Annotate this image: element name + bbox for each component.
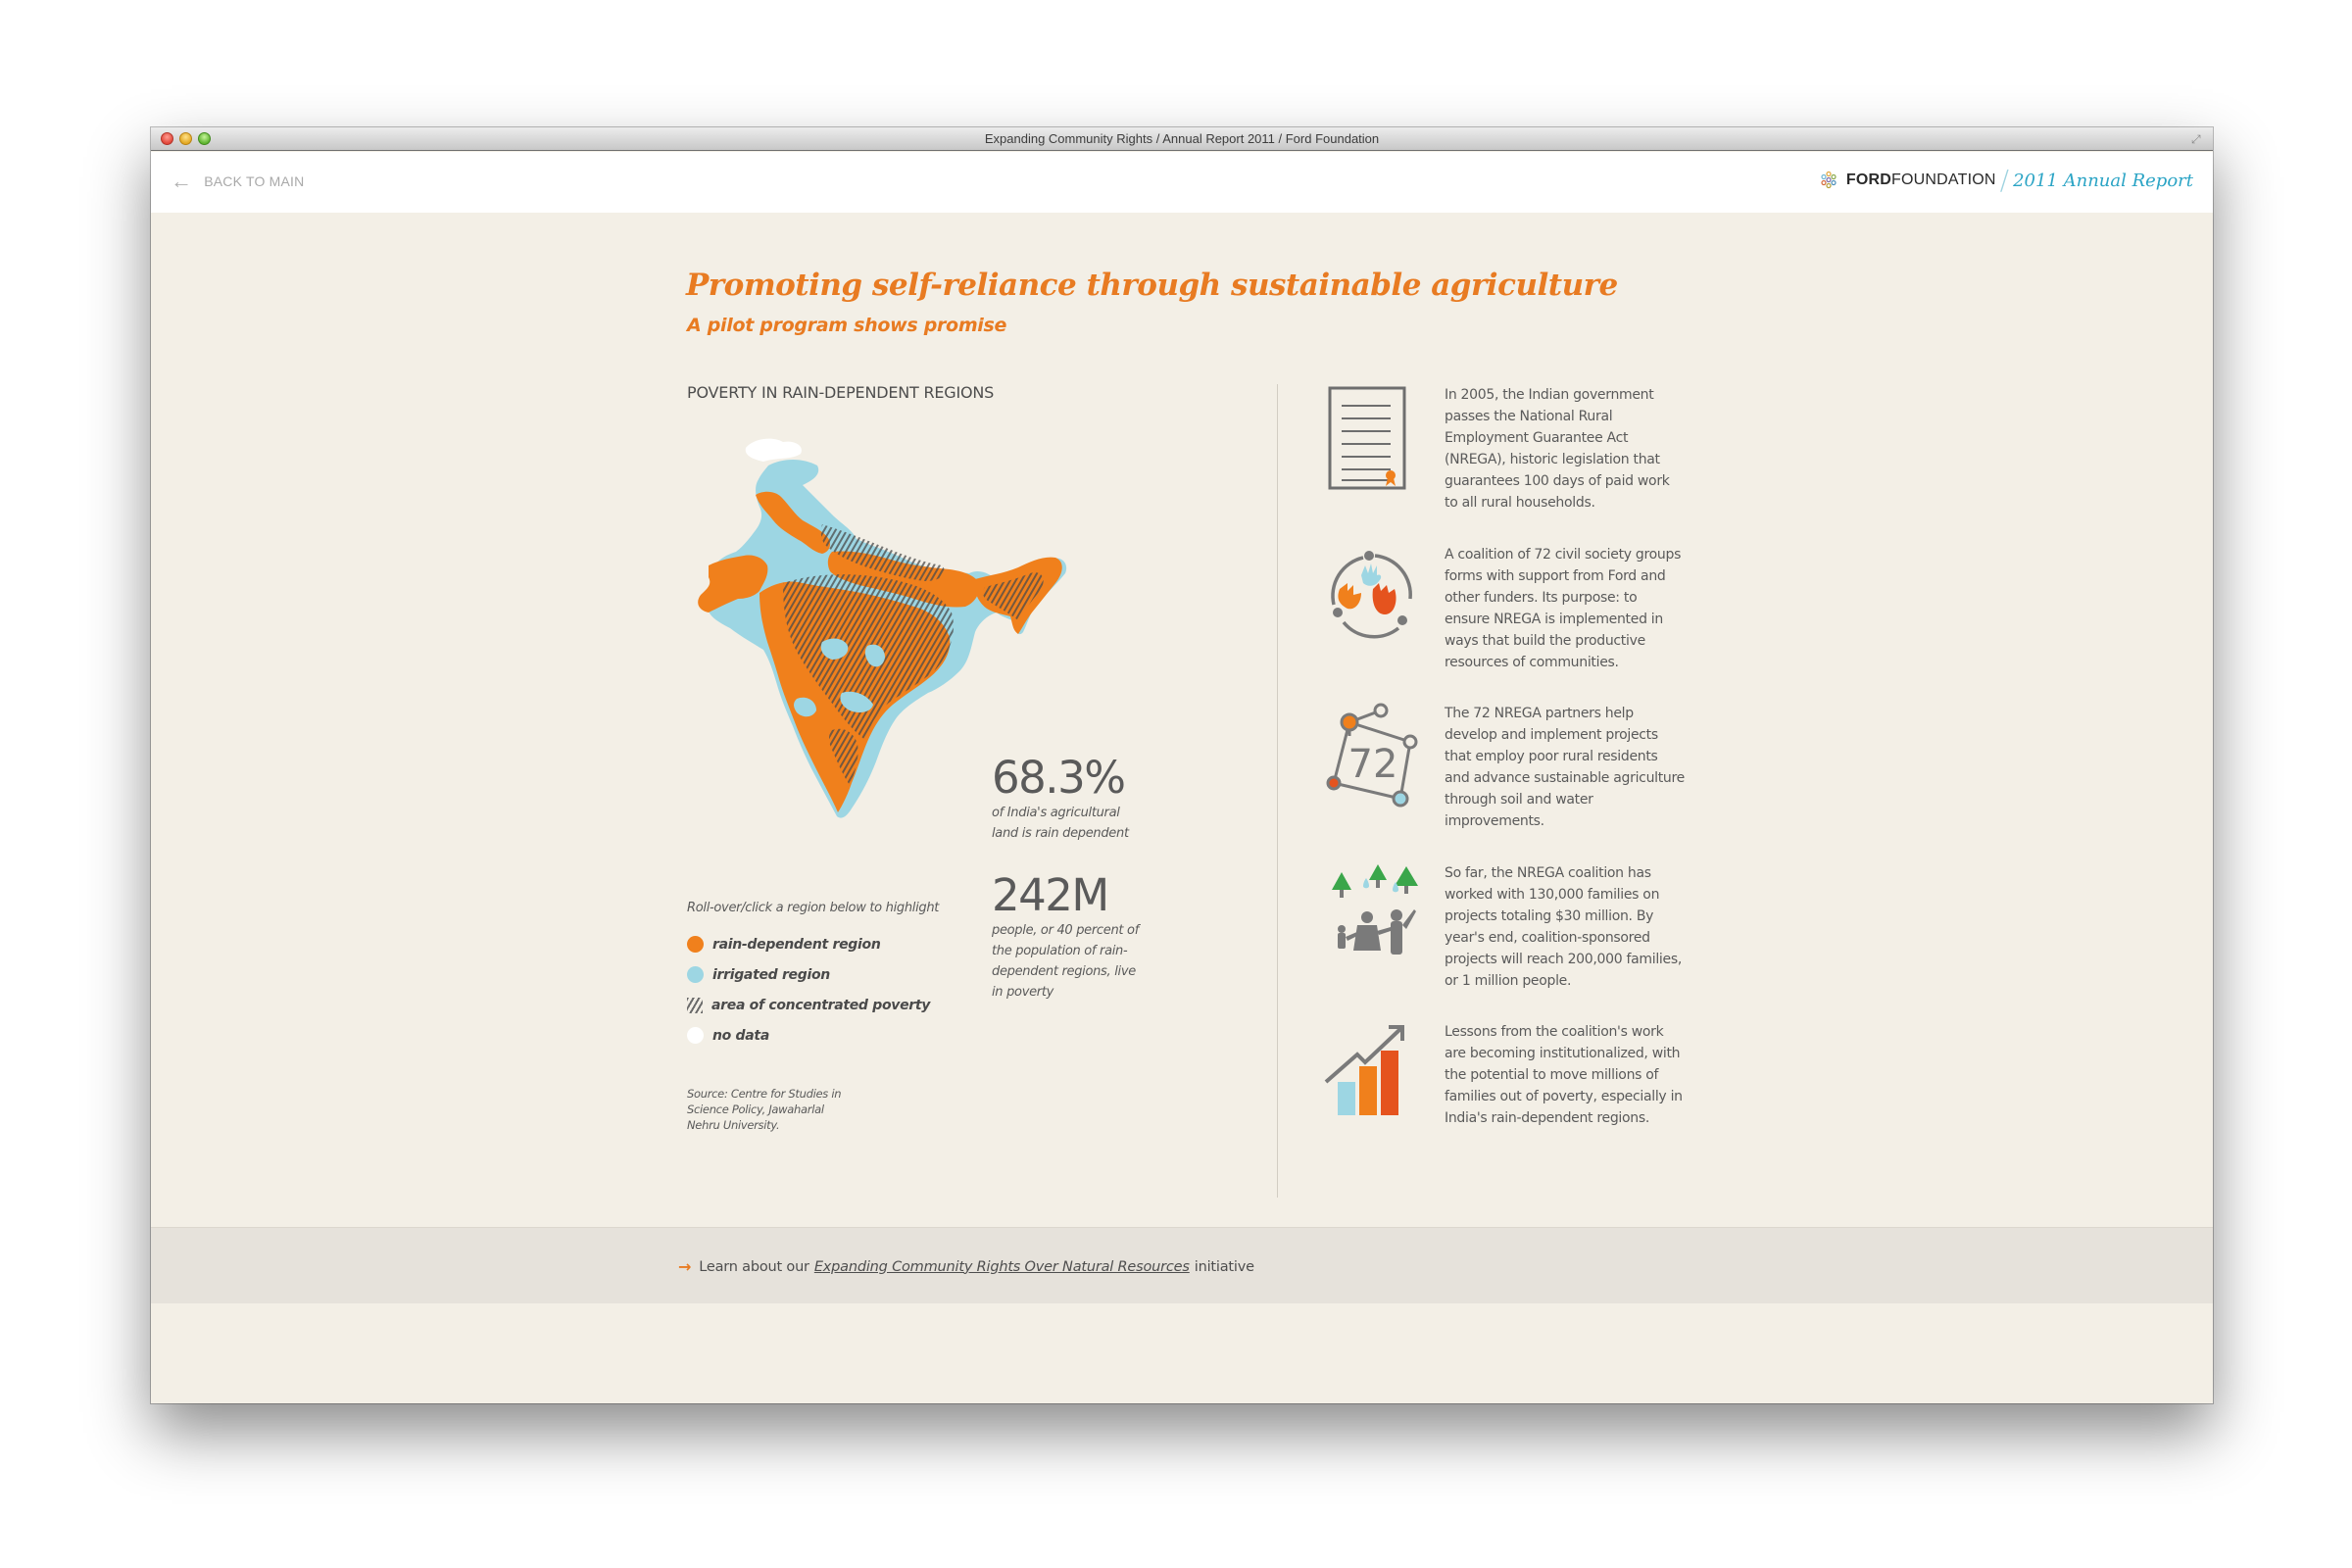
network-72-icon	[1322, 703, 1420, 810]
no-data-region[interactable]	[746, 439, 802, 462]
legend-item-rain-dependent[interactable]	[687, 929, 939, 959]
stat-caption: of India's agricultural land is rain dependent	[992, 806, 1129, 841]
expanding-community-rights-link[interactable]: Expanding Community Rights Over Natural Resources	[813, 1258, 1190, 1275]
brand[interactable]	[1819, 164, 2193, 196]
brand-name: FORDFOUNDATION	[1845, 172, 1996, 188]
legend-label: no data	[712, 1027, 769, 1044]
annual-report-label: 2011 Annual Report	[2013, 170, 2193, 191]
orange-dot-icon	[687, 936, 704, 953]
legend-hint: Roll-over/click a region below to highlight	[687, 901, 940, 915]
hatch-pattern-icon	[687, 998, 703, 1013]
page-subtitle: A pilot program shows promise	[687, 315, 1007, 336]
section-label: POVERTY IN RAIN-DEPENDENT REGIONS	[687, 383, 995, 402]
timeline-text: In 2005, the Indian government passes the National Rural Employment Guarantee Act (NREGA), historic legislation that guarantees 100 days of paid work to all rural households.	[1445, 387, 1670, 511]
timeline-text: A coalition of 72 civil society groups forms with support from Ford and other funders. Its purpose: to ensure NREGA is implemented in ways that build the productive resources of communities.	[1445, 547, 1682, 670]
browser-window	[151, 127, 2213, 1403]
stat-value: 242M	[992, 869, 1108, 921]
arrow-right-icon: →	[678, 1257, 692, 1276]
stat-people-in-poverty	[992, 871, 1149, 1003]
timeline-text: Lessons from the coalition's work are becoming institutionalized, with the potential to move millions of families out of poverty, especially in India's rain-dependent regions.	[1445, 1024, 1683, 1126]
fullscreen-icon[interactable]: ⤢	[2191, 132, 2201, 146]
legend-label: irrigated region	[712, 966, 830, 983]
stat-value: 68.3%	[992, 752, 1125, 804]
footer-prefix: Learn about our	[699, 1258, 809, 1275]
site-header	[151, 152, 2213, 213]
window-title: Expanding Community Rights / Annual Report 2011 / Ford Foundation	[984, 131, 1380, 146]
legend-item-no-data[interactable]	[687, 1020, 939, 1051]
timeline-text: So far, the NREGA coalition has worked with 130,000 families on projects totaling $30 million. By year's end, coalition-sponsored projects will reach 200,000 families, or 1 million people.	[1445, 865, 1682, 989]
timeline-text: The 72 NREGA partners help develop and implement projects that employ poor rural residents and advance sustainable agriculture through soil and water improvements.	[1445, 706, 1685, 829]
arrow-left-icon: ←	[171, 169, 193, 193]
footer-band	[151, 1227, 2213, 1303]
back-to-main-link[interactable]	[171, 169, 305, 193]
page-title: Promoting self-reliance through sustainable agriculture	[686, 268, 1618, 303]
document-seal-icon	[1322, 384, 1420, 492]
stat-caption: people, or 40 percent of the population of rain-dependent regions, live in poverty	[992, 923, 1139, 1000]
growth-chart-icon	[1322, 1021, 1420, 1129]
legend-label: area of concentrated poverty	[711, 997, 931, 1013]
column-divider	[1277, 384, 1278, 1198]
learn-more-row	[678, 1257, 1254, 1276]
back-to-main-label: BACK TO MAIN	[204, 173, 305, 189]
main-content	[151, 213, 2213, 1232]
legend-label: rain-dependent region	[712, 936, 881, 953]
legend-item-poverty[interactable]	[687, 990, 939, 1020]
brand-separator: /	[1999, 164, 2010, 196]
svg-text:72: 72	[1348, 742, 1398, 787]
white-dot-icon	[687, 1027, 704, 1044]
ford-foundation-logo-icon	[1819, 171, 1838, 190]
blue-dot-icon	[687, 966, 704, 983]
legend-item-irrigated[interactable]	[687, 959, 939, 990]
map-legend	[687, 901, 939, 1051]
family-trees-icon	[1322, 862, 1420, 970]
footer-suffix: initiative	[1194, 1258, 1254, 1275]
source-citation: Source: Centre for Studies in Science Policy, Jawaharlal Nehru University.	[687, 1087, 842, 1132]
window-titlebar[interactable]	[151, 127, 2213, 151]
hands-circle-icon	[1322, 544, 1420, 652]
stat-rain-dependent-land	[992, 754, 1149, 844]
